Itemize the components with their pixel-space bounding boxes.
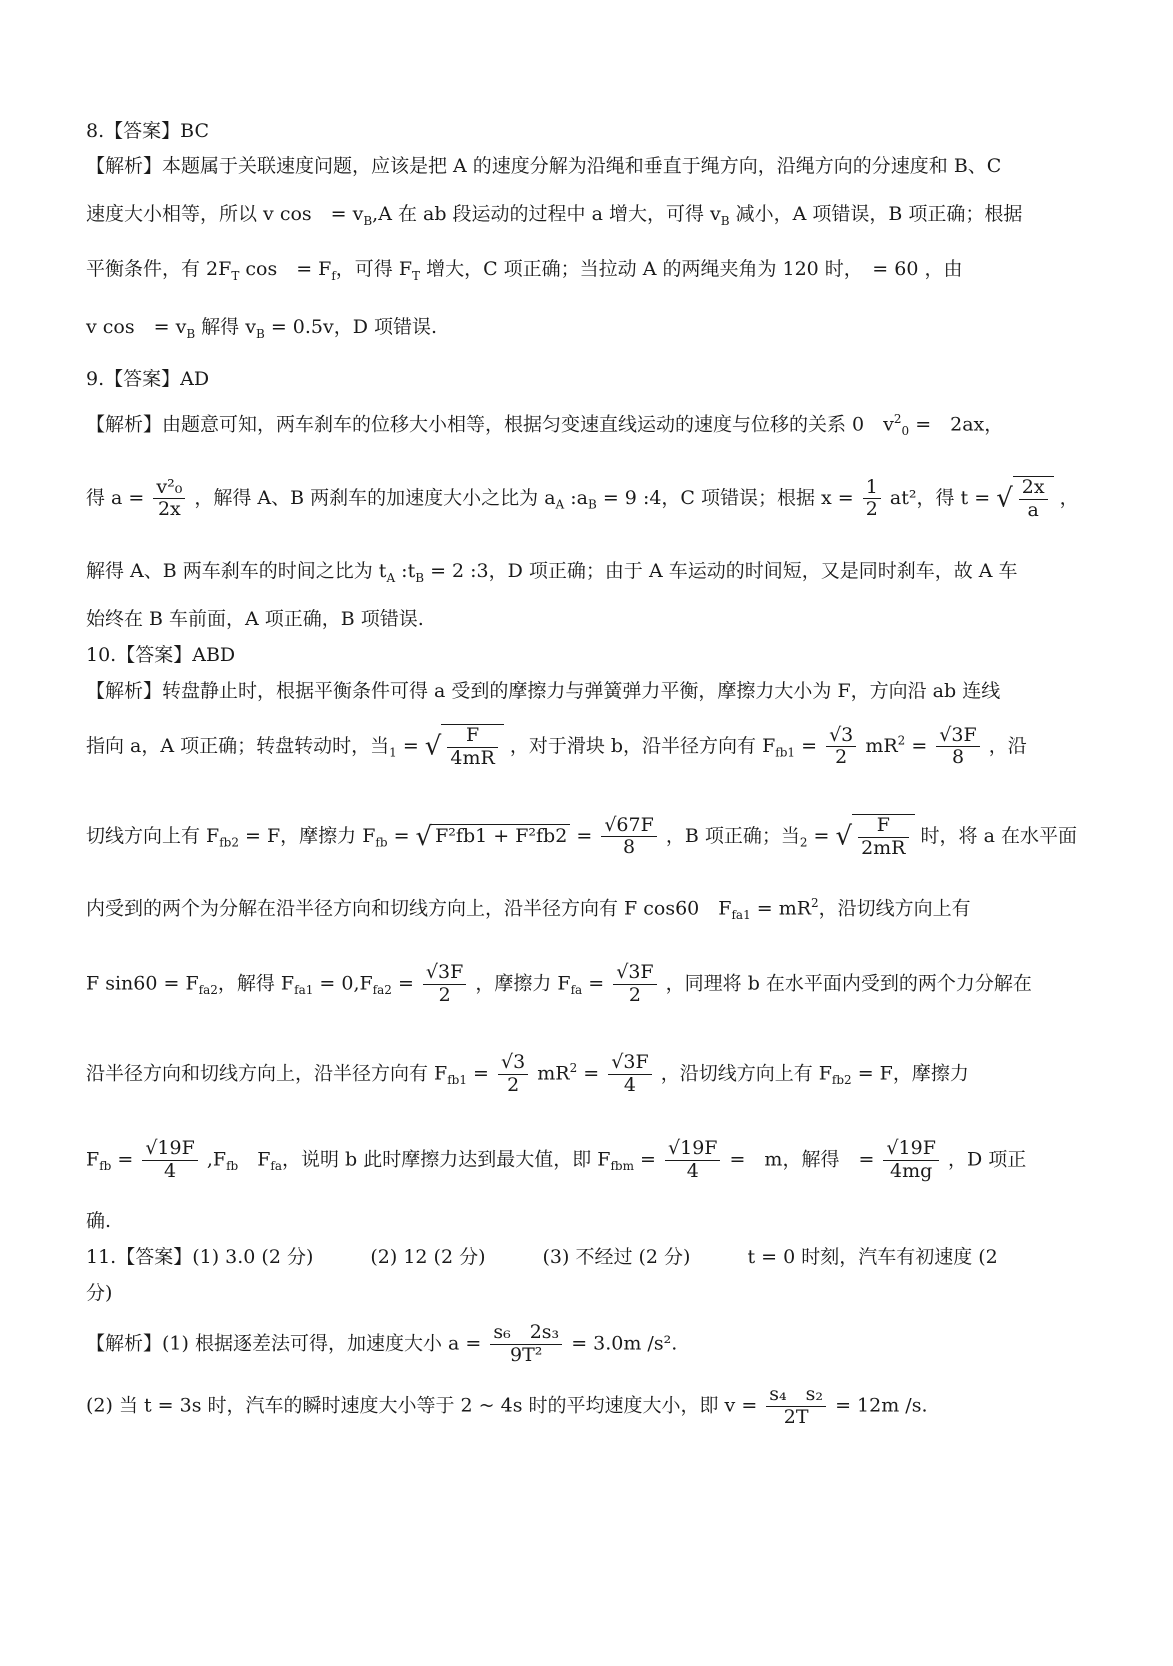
q9-l2b: ，解得 A、B 两刹车的加速度大小之比为 a <box>194 486 556 509</box>
q8-line4 <box>86 316 1096 342</box>
q11-f2-den: 2T <box>783 1405 809 1428</box>
q11-answer2-text: 分) <box>86 1282 113 1304</box>
q9-line4 <box>86 608 1096 632</box>
q10-line3 <box>86 814 1096 860</box>
q10-sqrt2-body: F²fb1 + F²fb2 <box>432 824 570 849</box>
q10-l6a: 沿半径方向和切线方向上，沿半径方向有 F <box>86 1062 448 1085</box>
q11-f2 <box>766 1384 826 1429</box>
q10-l6a-eq: = <box>473 1062 489 1085</box>
q10-f7a <box>142 1138 197 1183</box>
q10-c1 <box>826 725 856 770</box>
q10-f7a-den: 4 <box>164 1159 177 1182</box>
q10-line4 <box>86 896 1096 923</box>
q9-l2f: ， <box>1059 486 1079 509</box>
q10-l4b-sup: 2 <box>811 896 819 910</box>
q8-l2b: ,A 在 ab 段运动的过程中 a 增大，可得 v <box>372 203 721 225</box>
q10-l6c: ，沿切线方向上有 F <box>660 1062 832 1085</box>
q11-answer <box>86 1246 1096 1270</box>
q10-l6d: = F，摩擦力 <box>851 1062 969 1085</box>
q8-answer-text: 8.【答案】BC <box>86 120 209 142</box>
q10-line8 <box>86 1210 1096 1234</box>
q8-l1: 【解析】本题属于关联速度问题，应该是把 A 的速度分解为沿绳和垂直于绳方向，沿绳方向的分速度和 B、C <box>86 155 1002 177</box>
q10-f3-num: √67F <box>601 815 656 838</box>
q9-answer-text: 9.【答案】AD <box>86 368 210 390</box>
q10-l4c: ，沿切线方向上有 <box>818 897 971 920</box>
q10-c1-den: 2 <box>835 746 848 769</box>
q10-l5c: = 0,F <box>313 972 373 995</box>
q10-l2c: mR <box>865 734 898 757</box>
q10-f7c-num: √19F <box>883 1138 938 1161</box>
q10-l3d: 时，将 a 在水平面 <box>920 824 1077 847</box>
q10-c2 <box>936 725 979 770</box>
q10-l3-eq2: = <box>576 824 593 847</box>
q9-l3c: = 2 :3，D 项正确；由于 A 车运动的时间短，又是同时刹车，故 A 车 <box>424 560 1018 582</box>
q11-line2 <box>86 1384 1096 1429</box>
q9-l2e: at²，得 t = <box>889 486 991 509</box>
q10-l1: 【解析】转盘静止时，根据平衡条件可得 a 受到的摩擦力与弹簧弹力平衡，摩擦力大小为 F，方向沿 ab 连线 <box>86 680 1001 702</box>
q8-l3c: ，可得 F <box>335 258 413 280</box>
q10-l5d-eq: = <box>588 972 605 995</box>
q10-sqrt3: √ $\frac{F}{2mR}$ <box>836 814 915 860</box>
q8-l4b: 解得 v <box>195 316 256 338</box>
q8-l4b-sub: B <box>255 326 265 341</box>
q9-sqrt: √ $\frac{2x}{a}$ <box>996 476 1053 522</box>
q8-l3d: 增大，C 项正确；当拉动 A 的两绳夹角为 120 时， = 60 ，由 <box>420 258 963 280</box>
q10-l7a-eq: = <box>117 1148 134 1171</box>
q10-l4b: = mR <box>750 897 812 920</box>
q10-line5 <box>86 962 1096 1007</box>
q10-line7 <box>86 1138 1096 1183</box>
q10-l2c-eq: = <box>911 734 928 757</box>
q9-line3 <box>86 560 1096 586</box>
q10-l7b-sub: fb <box>226 1159 239 1174</box>
q10-l2d: ，沿 <box>988 734 1027 757</box>
q10-f5b-num: √3F <box>613 962 656 985</box>
q10-c1-num: √3 <box>826 725 856 748</box>
q10-f6a-num: √3 <box>498 1052 528 1075</box>
q10-l2b-eq: = <box>801 734 818 757</box>
q8-l2sub: B <box>363 213 373 228</box>
q10-l7f: ，D 项正 <box>947 1148 1027 1171</box>
q8-l4a: v cos = v <box>86 316 187 338</box>
q9-l1a: 【解析】由题意可知，两车刹车的位移大小相等，根据匀变速直线运动的速度与位移的关系 0 v <box>86 413 894 436</box>
q9-frac-a-den: 2x <box>157 498 181 521</box>
q9-l2c: :a <box>564 486 588 509</box>
q11-l1b: = 3.0m /s². <box>571 1332 678 1355</box>
q8-line2 <box>86 203 1096 229</box>
q10-l5d-sub: fa <box>570 983 583 998</box>
q10-f5b <box>613 962 656 1007</box>
q10-l5c-eq: = <box>397 972 414 995</box>
q10-l5a: F sin60 = F <box>86 972 199 995</box>
q9-l3a-sub: A <box>386 570 396 585</box>
q10-l5b: ，解得 F <box>217 972 295 995</box>
q10-f3-den: 8 <box>623 836 636 859</box>
q10-l5d: ，摩擦力 F <box>475 972 571 995</box>
q10-l3b-eq: = <box>393 824 410 847</box>
q10-l5e: ，同理将 b 在水平面内受到的两个力分解在 <box>665 972 1032 995</box>
q10-answer <box>86 644 1096 668</box>
q10-l2a-sub: 1 <box>389 745 397 760</box>
q10-f7c-den: 4mg <box>890 1159 933 1182</box>
q10-f7b <box>665 1138 720 1183</box>
q9-l3b-sub: B <box>415 570 425 585</box>
q10-l2b: ，对于滑块 b，沿半径方向有 F <box>509 734 776 757</box>
q10-l2a: 指向 a，A 项正确；转盘转动时，当 <box>86 734 390 757</box>
q10-f5a <box>423 962 466 1007</box>
q10-line2 <box>86 724 1096 770</box>
q8-l3b: cos = F <box>239 258 332 280</box>
q10-l2b-sub: fb1 <box>775 745 796 760</box>
q10-l6c-sub: fb2 <box>831 1073 852 1088</box>
q10-l7b: ,F <box>206 1148 227 1171</box>
q10-l3b-sub: fb <box>375 835 388 850</box>
q8-l2c: 减小，A 项错误，B 项正确；根据 <box>729 203 1023 225</box>
q9-line2 <box>86 476 1096 522</box>
q10-l3b: = F，摩擦力 F <box>239 824 376 847</box>
q10-f7b-num: √19F <box>665 1138 720 1161</box>
q9-sqrt-num: 2x <box>1019 477 1048 500</box>
q9-sqrt-den: a <box>1027 498 1039 521</box>
q9-l3b: :t <box>395 560 416 582</box>
q10-l5b-sub: fa1 <box>294 983 314 998</box>
q9-frac-half <box>863 477 881 522</box>
q9-l4: 始终在 B 车前面，A 项正确，B 项错误. <box>86 608 424 630</box>
q9-l1b: = 2ax， <box>909 413 1004 436</box>
q10-sqrt3-num: F <box>858 815 908 838</box>
q11-f2-num: s₄ s₂ <box>766 1384 826 1407</box>
q8-l4a-sub: B <box>186 326 196 341</box>
q11-f1 <box>490 1322 562 1367</box>
q10-sqrt1-den: 4mR <box>450 746 495 769</box>
q10-l3c: ，B 项正确；当 <box>665 824 800 847</box>
q11-answer2 <box>86 1282 1096 1306</box>
q10-line6 <box>86 1052 1096 1097</box>
q10-f7c <box>883 1138 938 1183</box>
q9-l1a-sub: 0 <box>901 424 910 439</box>
q11-l2b: = 12m /s. <box>835 1394 928 1417</box>
q8-l4c: = 0.5v，D 项错误. <box>264 316 438 338</box>
q10-f6b <box>608 1052 651 1097</box>
q10-l6b-sup: 2 <box>569 1061 578 1076</box>
q10-l3a: 切线方向上有 F <box>86 824 220 847</box>
q10-l6b: mR <box>537 1062 570 1085</box>
q10-f7b-den: 4 <box>686 1159 699 1182</box>
q10-l5a-sub: fa2 <box>198 983 218 998</box>
q10-l8: 确. <box>86 1210 112 1232</box>
q11-line1 <box>86 1322 1096 1367</box>
q10-l3c-sub: 2 <box>799 835 808 850</box>
q9-l2c-sub: B <box>587 497 597 512</box>
q9-frac-a-num: v²₀ <box>153 477 185 500</box>
q10-c2-num: √3F <box>936 725 979 748</box>
q10-sqrt1-num: F <box>447 725 497 748</box>
q10-l3c-eq: = <box>813 824 830 847</box>
q10-f6a-den: 2 <box>507 1073 520 1096</box>
q10-l7c: F <box>238 1148 271 1171</box>
q9-frac-a <box>153 477 185 522</box>
q9-l2a: 得 a = <box>86 486 145 509</box>
q10-l7a: F <box>86 1148 100 1171</box>
q11-answer-text: 11.【答案】(1) 3.0 (2 分) (2) 12 (2 分) (3) 不经过 (2 分) t = 0 时刻，汽车有初速度 (2 <box>86 1246 998 1268</box>
q9-l2b-sub: A <box>555 497 565 512</box>
q9-line1 <box>86 412 1096 439</box>
q10-sqrt3-den: 2mR <box>861 836 906 859</box>
q10-l3a-sub: fb2 <box>219 835 239 850</box>
q8-line3 <box>86 258 1096 284</box>
q8-answer <box>86 120 1096 144</box>
q10-f6b-den: 4 <box>623 1073 636 1096</box>
q8-line1 <box>86 155 1096 179</box>
q8-l2b-sub: B <box>720 213 730 228</box>
q10-sqrt1: √ $\frac{F}{4mR}$ <box>425 724 504 770</box>
q10-l7d-eq: = <box>640 1148 656 1171</box>
q8-l3a: 平衡条件，有 2F <box>86 258 232 280</box>
q11-l1a: 【解析】(1) 根据逐差法可得，加速度大小 a = <box>86 1332 482 1355</box>
q10-l2a-eq: = <box>402 734 419 757</box>
q10-l6a-sub: fb1 <box>447 1073 467 1088</box>
q10-l7e: = m，解得 = <box>729 1148 875 1171</box>
q10-l6b-eq: = <box>583 1062 600 1085</box>
q10-f5b-den: 2 <box>628 983 641 1006</box>
q10-f7a-num: √19F <box>142 1138 197 1161</box>
q10-f3 <box>601 815 656 860</box>
q9-half-num: 1 <box>863 477 881 500</box>
q11-l2a: (2) 当 t = 3s 时，汽车的瞬时速度大小等于 2 ~ 4s 时的平均速度大小，即 v = <box>86 1394 758 1417</box>
q10-c2-den: 8 <box>951 746 965 769</box>
q9-l3a: 解得 A、B 两车刹车的时间之比为 t <box>86 560 387 582</box>
q10-f5a-den: 2 <box>438 983 451 1006</box>
q8-l3b-sub: f <box>331 268 336 283</box>
q9-answer <box>86 368 1096 392</box>
q10-f6a <box>498 1052 528 1097</box>
q10-f5a-num: √3F <box>423 962 466 985</box>
q10-answer-text: 10.【答案】ABD <box>86 644 236 666</box>
q10-l4a-sub: fa1 <box>731 908 751 923</box>
q10-l2c-sup: 2 <box>897 733 906 748</box>
q10-f6b-num: √3F <box>608 1052 651 1075</box>
q10-l7d-sub: fbm <box>610 1159 634 1174</box>
q10-l4a: 内受到的两个为分解在沿半径方向和切线方向上，沿半径方向有 F cos60 F <box>86 897 732 920</box>
q9-l2d: = 9 :4，C 项错误；根据 x = <box>596 486 854 509</box>
q9-half-den: 2 <box>865 498 878 521</box>
q10-l7a-sub: fb <box>99 1159 112 1174</box>
q10-l5c-sub: fa2 <box>372 983 392 998</box>
q10-l7c-sub: fa <box>270 1159 282 1174</box>
q10-line1 <box>86 680 1096 704</box>
q10-sqrt2: √ F²fb1 + F²fb2 <box>416 821 571 854</box>
q9-l1a-sup: 2 <box>893 412 902 426</box>
q8-l3a-sub: T <box>231 268 240 283</box>
q10-l7d: ，说明 b 此时摩擦力达到最大值，即 F <box>282 1148 611 1171</box>
q8-l3c-sub: T <box>412 268 421 283</box>
q11-f1-den: 9T² <box>510 1343 543 1366</box>
q8-l2a: 速度大小相等，所以 v cos = v <box>86 203 364 225</box>
q11-f1-num: s₆ 2s₃ <box>490 1322 562 1345</box>
